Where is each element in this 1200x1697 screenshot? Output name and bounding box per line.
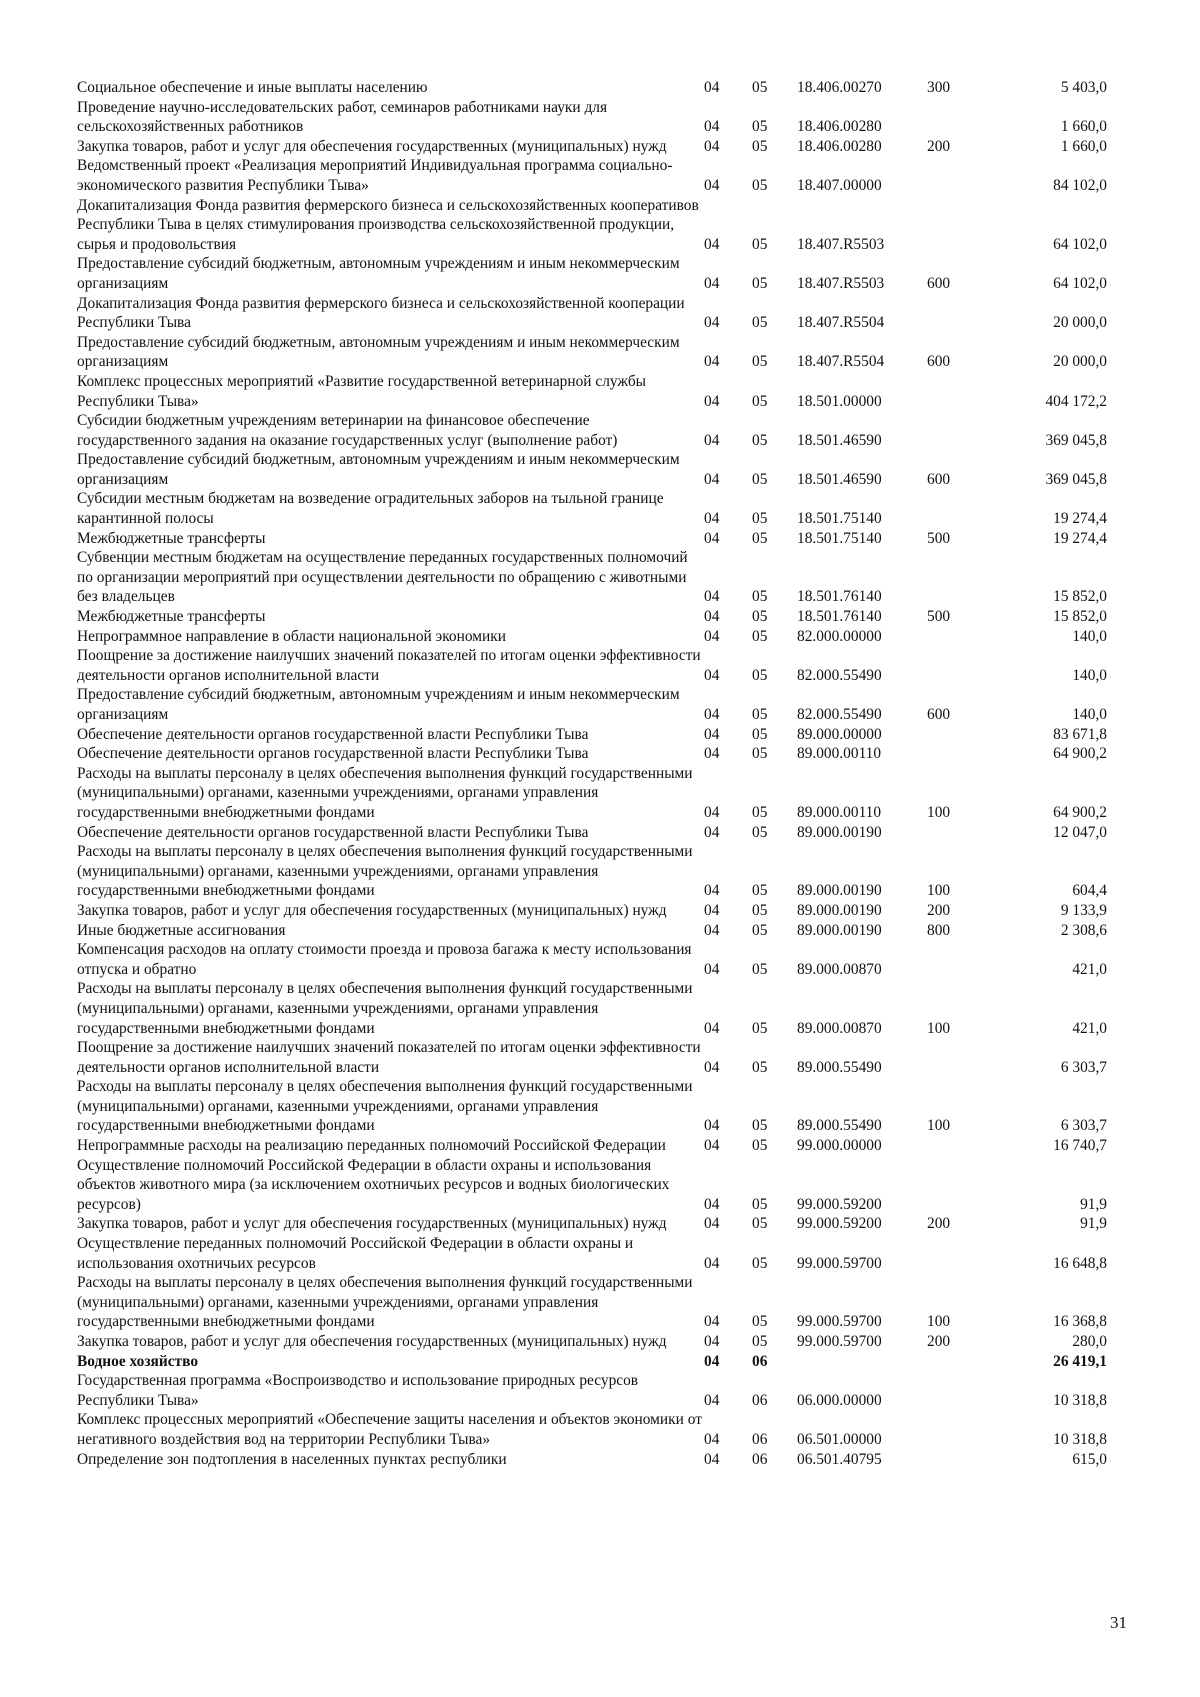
table-row [77, 823, 1107, 843]
row-subsection-code: 05 [752, 1254, 768, 1272]
row-section-code: 04 [704, 608, 720, 626]
table-row [77, 98, 1107, 137]
row-subsection-code: 05 [752, 666, 768, 684]
table-row [77, 196, 1107, 255]
row-amount: 16 368,8 [1053, 1313, 1107, 1331]
row-section-code: 04 [704, 274, 720, 292]
row-target-article: 89.000.00000 [797, 725, 882, 743]
row-amount: 12 047,0 [1053, 823, 1107, 841]
row-section-code: 04 [704, 1058, 720, 1076]
row-target-article: 99.000.59700 [797, 1254, 882, 1272]
row-expense-type: 800 [927, 921, 951, 939]
row-target-article: 06.000.00000 [797, 1391, 882, 1409]
row-name: Докапитализация Фонда развития фермерского бизнеса и сельскохозяйственной кооперации Республики Тыва [77, 294, 685, 332]
row-name: Обеспечение деятельности органов государственной власти Республики Тыва [77, 745, 589, 763]
row-target-article: 99.000.59700 [797, 1333, 882, 1350]
row-expense-type [927, 1156, 987, 1215]
row-expense-type [927, 411, 987, 450]
row-expense-type [927, 489, 987, 528]
row-subsection-code: 05 [752, 79, 768, 96]
row-section-code: 04 [704, 392, 720, 410]
row-expense-type [927, 725, 987, 745]
row-section-code: 04 [704, 1254, 720, 1272]
row-expense-type [927, 294, 987, 333]
row-name: Расходы на выплаты персоналу в целях обеспечения выполнения функций государственными (муниципальными) органами, казенными учреждениями, органами управления государственными внебюджетными фондами [77, 980, 693, 1037]
row-expense-type: 100 [927, 1117, 951, 1135]
table-row [77, 1136, 1107, 1156]
row-section-code: 04 [704, 1352, 720, 1370]
row-subsection-code: 05 [752, 1215, 768, 1233]
row-amount: 84 102,0 [1053, 176, 1107, 194]
row-target-article: 82.000.00000 [797, 627, 882, 645]
row-name: Осуществление полномочий Российской Федерации в области охраны и использования объектов животного мира (за исключением охотничьих ресурсов и водных биологических ресурсов) [77, 1156, 670, 1213]
row-subsection-code: 05 [752, 274, 768, 292]
row-subsection-code: 05 [752, 1195, 768, 1213]
row-target-article: 99.000.59200 [797, 1195, 882, 1213]
row-amount: 604,4 [1072, 882, 1107, 900]
table-row [77, 489, 1107, 528]
row-subsection-code: 05 [752, 235, 768, 253]
table-row [77, 1371, 1107, 1410]
row-name: Предоставление субсидий бюджетным, автономным учреждениям и иным некоммерческим организациям [77, 333, 680, 371]
table-row [77, 1450, 1107, 1470]
row-subsection-code: 05 [752, 588, 768, 606]
row-section-code: 04 [704, 510, 720, 528]
row-expense-type [927, 646, 987, 685]
row-target-article: 89.000.00110 [797, 745, 882, 763]
row-expense-type: 200 [927, 1333, 951, 1350]
row-subsection-code: 05 [752, 1058, 768, 1076]
row-section-code: 04 [704, 470, 720, 488]
row-target-article: 18.407.00000 [797, 176, 882, 194]
table-row [77, 744, 1107, 764]
row-amount: 369 045,8 [1045, 431, 1107, 449]
row-subsection-code: 06 [752, 1430, 768, 1448]
row-subsection-code: 05 [752, 470, 768, 488]
table-row [77, 979, 1107, 1038]
row-subsection-code: 05 [752, 1117, 768, 1135]
page-number: 31 [1110, 1613, 1127, 1632]
row-subsection-code: 05 [752, 392, 768, 410]
row-name: Расходы на выплаты персоналу в целях обеспечения выполнения функций государственными (муниципальными) органами, казенными учреждениями, органами управления государственными внебюджетными фондами [77, 1274, 693, 1331]
table-row [77, 940, 1107, 979]
row-target-article: 18.406.00280 [797, 118, 882, 136]
row-name: Иные бюджетные ассигнования [77, 921, 286, 939]
table-row [77, 411, 1107, 450]
row-target-article: 89.000.00870 [797, 1019, 882, 1037]
table-row [77, 1214, 1107, 1234]
row-expense-type: 300 [927, 79, 951, 96]
table-row [77, 627, 1107, 647]
row-target-article: 89.000.55490 [797, 1058, 882, 1076]
row-name: Расходы на выплаты персоналу в целях обеспечения выполнения функций государственными (муниципальными) органами, казенными учреждениями, органами управления государственными внебюджетными фондами [77, 843, 693, 900]
row-subsection-code: 05 [752, 823, 768, 841]
row-subsection-code: 05 [752, 803, 768, 821]
budget-table-body [77, 78, 1107, 1469]
row-amount: 15 852,0 [1053, 608, 1107, 626]
row-section-code: 04 [704, 1117, 720, 1135]
table-row [77, 1273, 1107, 1332]
row-section-code: 04 [704, 803, 720, 821]
row-section-code: 04 [704, 725, 720, 743]
row-section-code: 04 [704, 706, 720, 723]
row-subsection-code: 06 [752, 1450, 768, 1468]
row-amount: 6 303,7 [1060, 1117, 1107, 1135]
row-name: Межбюджетные трансферты [77, 529, 266, 547]
row-section-code: 04 [704, 1333, 720, 1350]
budget-table [77, 78, 1107, 1469]
table-row [77, 725, 1107, 745]
row-subsection-code: 05 [752, 431, 768, 449]
row-target-article: 82.000.55490 [797, 706, 882, 723]
row-target-article: 18.501.00000 [797, 392, 882, 410]
row-target-article: 18.406.00270 [797, 79, 882, 96]
table-row [77, 333, 1107, 372]
row-name: Расходы на выплаты персоналу в целях обеспечения выполнения функций государственными (муниципальными) органами, казенными учреждениями, органами управления государственными внебюджетными фондами [77, 1078, 693, 1135]
row-amount: 83 671,8 [1053, 725, 1107, 743]
row-section-code: 04 [704, 588, 720, 606]
row-name: Осуществление переданных полномочий Российской Федерации в области охраны и использования охотничьих ресурсов [77, 1235, 634, 1272]
row-expense-type [927, 196, 987, 255]
row-subsection-code: 05 [752, 353, 768, 371]
table-row [77, 1156, 1107, 1215]
row-amount: 5 403,0 [1060, 79, 1107, 96]
row-expense-type [927, 1371, 987, 1410]
row-subsection-code: 05 [752, 137, 768, 155]
row-name: Межбюджетные трансферты [77, 608, 266, 626]
row-target-article: 06.501.00000 [797, 1430, 882, 1448]
table-row [77, 901, 1107, 921]
row-name: Субсидии местным бюджетам на возведение оградительных заборов на тыльной границе карантинной полосы [77, 490, 664, 528]
row-target-article: 99.000.59700 [797, 1313, 882, 1331]
row-amount: 16 740,7 [1053, 1137, 1107, 1155]
row-expense-type [927, 1136, 987, 1156]
table-row [77, 78, 1107, 98]
row-target-article: 89.000.00110 [797, 803, 882, 821]
row-amount: 9 133,9 [1060, 901, 1107, 919]
table-row [77, 529, 1107, 549]
row-target-article: 82.000.55490 [797, 666, 882, 684]
row-name: Комплекс процессных мероприятий «Развитие государственной ветеринарной службы Республики Тыва» [77, 372, 647, 410]
row-name: Ведомственный проект «Реализация мероприятий Индивидуальная программа социально-экономического развития Республики Тыва» [77, 157, 673, 194]
row-section-code: 04 [704, 431, 720, 449]
row-expense-type: 100 [927, 803, 951, 821]
row-target-article: 89.000.00190 [797, 901, 882, 919]
row-amount: 404 172,2 [1045, 392, 1107, 410]
row-target-article: 18.501.46590 [797, 431, 882, 449]
row-target-article: 18.407.R5503 [797, 274, 885, 292]
row-section-code: 04 [704, 921, 720, 939]
row-target-article [797, 1352, 927, 1372]
row-target-article: 89.000.55490 [797, 1117, 882, 1135]
row-amount: 1 660,0 [1060, 137, 1107, 155]
table-row [77, 137, 1107, 157]
row-target-article: 18.501.75140 [797, 510, 882, 528]
row-name: Предоставление субсидий бюджетным, автономным учреждениям и иным некоммерческим организациям [77, 255, 680, 292]
row-name: Закупка товаров, работ и услуг для обеспечения государственных (муниципальных) нужд [77, 1215, 667, 1233]
row-section-code: 04 [704, 529, 720, 547]
row-name: Предоставление субсидий бюджетным, автономным учреждениям и иным некоммерческим организациям [77, 686, 680, 723]
row-amount: 64 102,0 [1053, 235, 1107, 253]
row-amount: 16 648,8 [1053, 1254, 1107, 1272]
row-target-article: 89.000.00870 [797, 960, 882, 978]
row-name: Расходы на выплаты персоналу в целях обеспечения выполнения функций государственными (муниципальными) органами, казенными учреждениями, органами управления государственными внебюджетными фондами [77, 764, 693, 821]
row-name: Социальное обеспечение и иные выплаты населению [77, 79, 428, 96]
table-row [77, 294, 1107, 333]
row-expense-type [927, 1234, 987, 1273]
row-subsection-code: 05 [752, 529, 768, 547]
row-expense-type [927, 1352, 987, 1372]
row-section-code: 04 [704, 1450, 720, 1468]
table-row [77, 921, 1107, 941]
row-subsection-code: 05 [752, 314, 768, 332]
row-target-article: 18.501.76140 [797, 608, 882, 626]
row-expense-type: 100 [927, 1313, 951, 1331]
row-name: Комплекс процессных мероприятий «Обеспечение защиты населения и объектов экономики от негативного воздействия вод на территории Республики Тыва» [77, 1411, 702, 1448]
row-target-article: 06.501.40795 [797, 1450, 882, 1468]
row-amount: 1 660,0 [1060, 118, 1107, 136]
row-expense-type: 200 [927, 137, 951, 155]
row-amount: 10 318,8 [1053, 1391, 1107, 1409]
row-section-code: 04 [704, 666, 720, 684]
row-name: Водное хозяйство [77, 1352, 199, 1370]
table-row [77, 646, 1107, 685]
row-expense-type: 100 [927, 882, 951, 900]
row-subsection-code: 05 [752, 745, 768, 763]
table-row [77, 372, 1107, 411]
row-target-article: 89.000.00190 [797, 921, 882, 939]
row-name: Проведение научно-исследовательских работ, семинаров работниками науки для сельскохозяйственных работников [77, 98, 608, 136]
row-section-code: 04 [704, 1391, 720, 1409]
row-name: Государственная программа «Воспроизводство и использование природных ресурсов Республики Тыва» [77, 1372, 639, 1409]
row-section-code: 04 [704, 823, 720, 841]
row-expense-type [927, 1450, 987, 1470]
table-row [77, 1038, 1107, 1077]
row-expense-type [927, 156, 987, 195]
row-subsection-code: 05 [752, 118, 768, 136]
row-section-code: 04 [704, 745, 720, 763]
row-expense-type: 600 [927, 470, 951, 488]
row-expense-type: 600 [927, 706, 951, 723]
row-expense-type: 500 [927, 529, 951, 547]
table-row [77, 1332, 1107, 1352]
table-row [77, 1234, 1107, 1273]
row-expense-type: 600 [927, 353, 951, 371]
table-row [77, 450, 1107, 489]
row-amount: 19 274,4 [1053, 529, 1107, 547]
row-subsection-code: 05 [752, 882, 768, 900]
table-row [77, 254, 1107, 293]
row-amount: 26 419,1 [1053, 1352, 1107, 1370]
row-expense-type [927, 744, 987, 764]
row-name: Закупка товаров, работ и услуг для обеспечения государственных (муниципальных) нужд [77, 137, 667, 155]
row-expense-type: 500 [927, 608, 951, 626]
row-section-code: 04 [704, 1215, 720, 1233]
row-subsection-code: 05 [752, 725, 768, 743]
row-expense-type [927, 98, 987, 137]
row-target-article: 18.406.00280 [797, 137, 882, 155]
row-expense-type: 600 [927, 274, 951, 292]
row-section-code: 04 [704, 137, 720, 155]
row-amount: 19 274,4 [1053, 510, 1107, 528]
row-amount: 140,0 [1072, 706, 1107, 723]
row-target-article: 89.000.00190 [797, 823, 882, 841]
row-target-article: 89.000.00190 [797, 882, 882, 900]
row-name: Закупка товаров, работ и услуг для обеспечения государственных (муниципальных) нужд [77, 1333, 667, 1350]
row-expense-type [927, 1410, 987, 1449]
row-subsection-code: 05 [752, 627, 768, 645]
row-target-article: 18.501.75140 [797, 529, 882, 547]
table-row [77, 764, 1107, 823]
row-amount: 64 102,0 [1053, 274, 1107, 292]
row-name: Непрограммное направление в области национальной экономики [77, 627, 506, 645]
row-amount: 64 900,2 [1053, 745, 1107, 763]
row-name: Поощрение за достижение наилучших значений показателей по итогам оценки эффективности деятельности органов исполнительной власти [77, 647, 701, 684]
row-name: Закупка товаров, работ и услуг для обеспечения государственных (муниципальных) нужд [77, 901, 667, 919]
row-section-code: 04 [704, 1195, 720, 1213]
row-section-code: 04 [704, 314, 720, 332]
row-expense-type [927, 1038, 987, 1077]
row-section-code: 04 [704, 1137, 720, 1155]
table-row [77, 548, 1107, 607]
row-expense-type [927, 372, 987, 411]
row-subsection-code: 05 [752, 176, 768, 194]
row-section-code: 04 [704, 235, 720, 253]
row-section-code: 04 [704, 901, 720, 919]
row-target-article: 99.000.59200 [797, 1215, 882, 1233]
row-expense-type [927, 823, 987, 843]
row-name: Субвенции местным бюджетам на осуществление переданных государственных полномочий по организации мероприятий при осуществлении деятельности по обращению с животными без владельцев [77, 549, 688, 606]
row-expense-type [927, 548, 987, 607]
row-amount: 369 045,8 [1045, 470, 1107, 488]
row-expense-type: 200 [927, 901, 951, 919]
row-amount: 2 308,6 [1060, 921, 1107, 939]
row-target-article: 18.407.R5503 [797, 235, 885, 253]
row-amount: 10 318,8 [1053, 1430, 1107, 1448]
row-subsection-code: 05 [752, 1333, 768, 1350]
row-subsection-code: 05 [752, 706, 768, 723]
row-section-code: 04 [704, 1430, 720, 1448]
row-name: Субсидии бюджетным учреждениям ветеринарии на финансовое обеспечение государственного задания на оказание государственных услуг (выполнение работ) [77, 412, 618, 449]
row-amount: 280,0 [1072, 1333, 1107, 1350]
table-row [77, 1352, 1107, 1372]
row-amount: 140,0 [1072, 666, 1107, 684]
row-section-code: 04 [704, 118, 720, 136]
row-expense-type: 200 [927, 1215, 951, 1233]
row-amount: 421,0 [1072, 960, 1107, 978]
row-section-code: 04 [704, 79, 720, 96]
row-section-code: 04 [704, 627, 720, 645]
row-amount: 140,0 [1072, 627, 1107, 645]
row-subsection-code: 05 [752, 1019, 768, 1037]
row-name: Докапитализация Фонда развития фермерского бизнеса и сельскохозяйственных кооперативов Республики Тыва в целях стимулирования производства сельскохозяйственной продукции, сырья и продовольствия [77, 196, 699, 253]
table-row [77, 607, 1107, 627]
row-target-article: 18.407.R5504 [797, 314, 885, 332]
row-subsection-code: 05 [752, 510, 768, 528]
row-subsection-code: 05 [752, 901, 768, 919]
row-section-code: 04 [704, 882, 720, 900]
row-name: Поощрение за достижение наилучших значений показателей по итогам оценки эффективности деятельности органов исполнительной власти [77, 1039, 701, 1076]
row-target-article: 18.501.46590 [797, 470, 882, 488]
row-amount: 20 000,0 [1053, 353, 1107, 371]
row-section-code: 04 [704, 1313, 720, 1331]
row-section-code: 04 [704, 353, 720, 371]
table-row [77, 156, 1107, 195]
row-name: Обеспечение деятельности органов государственной власти Республики Тыва [77, 823, 589, 841]
row-amount: 421,0 [1072, 1019, 1107, 1037]
row-subsection-code: 05 [752, 960, 768, 978]
row-subsection-code: 05 [752, 608, 768, 626]
row-name: Непрограммные расходы на реализацию переданных полномочий Российской Федерации [77, 1137, 666, 1155]
row-subsection-code: 06 [752, 1391, 768, 1409]
row-target-article: 18.501.76140 [797, 588, 882, 606]
row-expense-type [927, 940, 987, 979]
table-row [77, 1410, 1107, 1449]
table-row [77, 1077, 1107, 1136]
row-section-code: 04 [704, 176, 720, 194]
table-row [77, 842, 1107, 901]
row-amount: 20 000,0 [1053, 314, 1107, 332]
row-expense-type: 100 [927, 1019, 951, 1037]
row-subsection-code: 05 [752, 1137, 768, 1155]
row-name: Обеспечение деятельности органов государственной власти Республики Тыва [77, 725, 589, 743]
row-name: Определение зон подтопления в населенных пунктах республики [77, 1450, 507, 1468]
row-amount: 15 852,0 [1053, 588, 1107, 606]
row-section-code: 04 [704, 1019, 720, 1037]
row-subsection-code: 05 [752, 1313, 768, 1331]
row-subsection-code: 05 [752, 921, 768, 939]
table-row [77, 685, 1107, 724]
row-amount: 615,0 [1072, 1450, 1107, 1468]
row-amount: 91,9 [1080, 1195, 1107, 1213]
row-expense-type [927, 627, 987, 647]
row-section-code: 04 [704, 960, 720, 978]
row-amount: 64 900,2 [1053, 803, 1107, 821]
row-name: Компенсация расходов на оплату стоимости проезда и провоза багажа к месту использования отпуска и обратно [77, 941, 692, 978]
row-subsection-code: 06 [752, 1352, 768, 1370]
row-target-article: 18.407.R5504 [797, 353, 885, 371]
row-name: Предоставление субсидий бюджетным, автономным учреждениям и иным некоммерческим организациям [77, 451, 680, 488]
row-amount: 91,9 [1080, 1215, 1107, 1233]
row-target-article: 99.000.00000 [797, 1137, 882, 1155]
row-amount: 6 303,7 [1060, 1058, 1107, 1076]
